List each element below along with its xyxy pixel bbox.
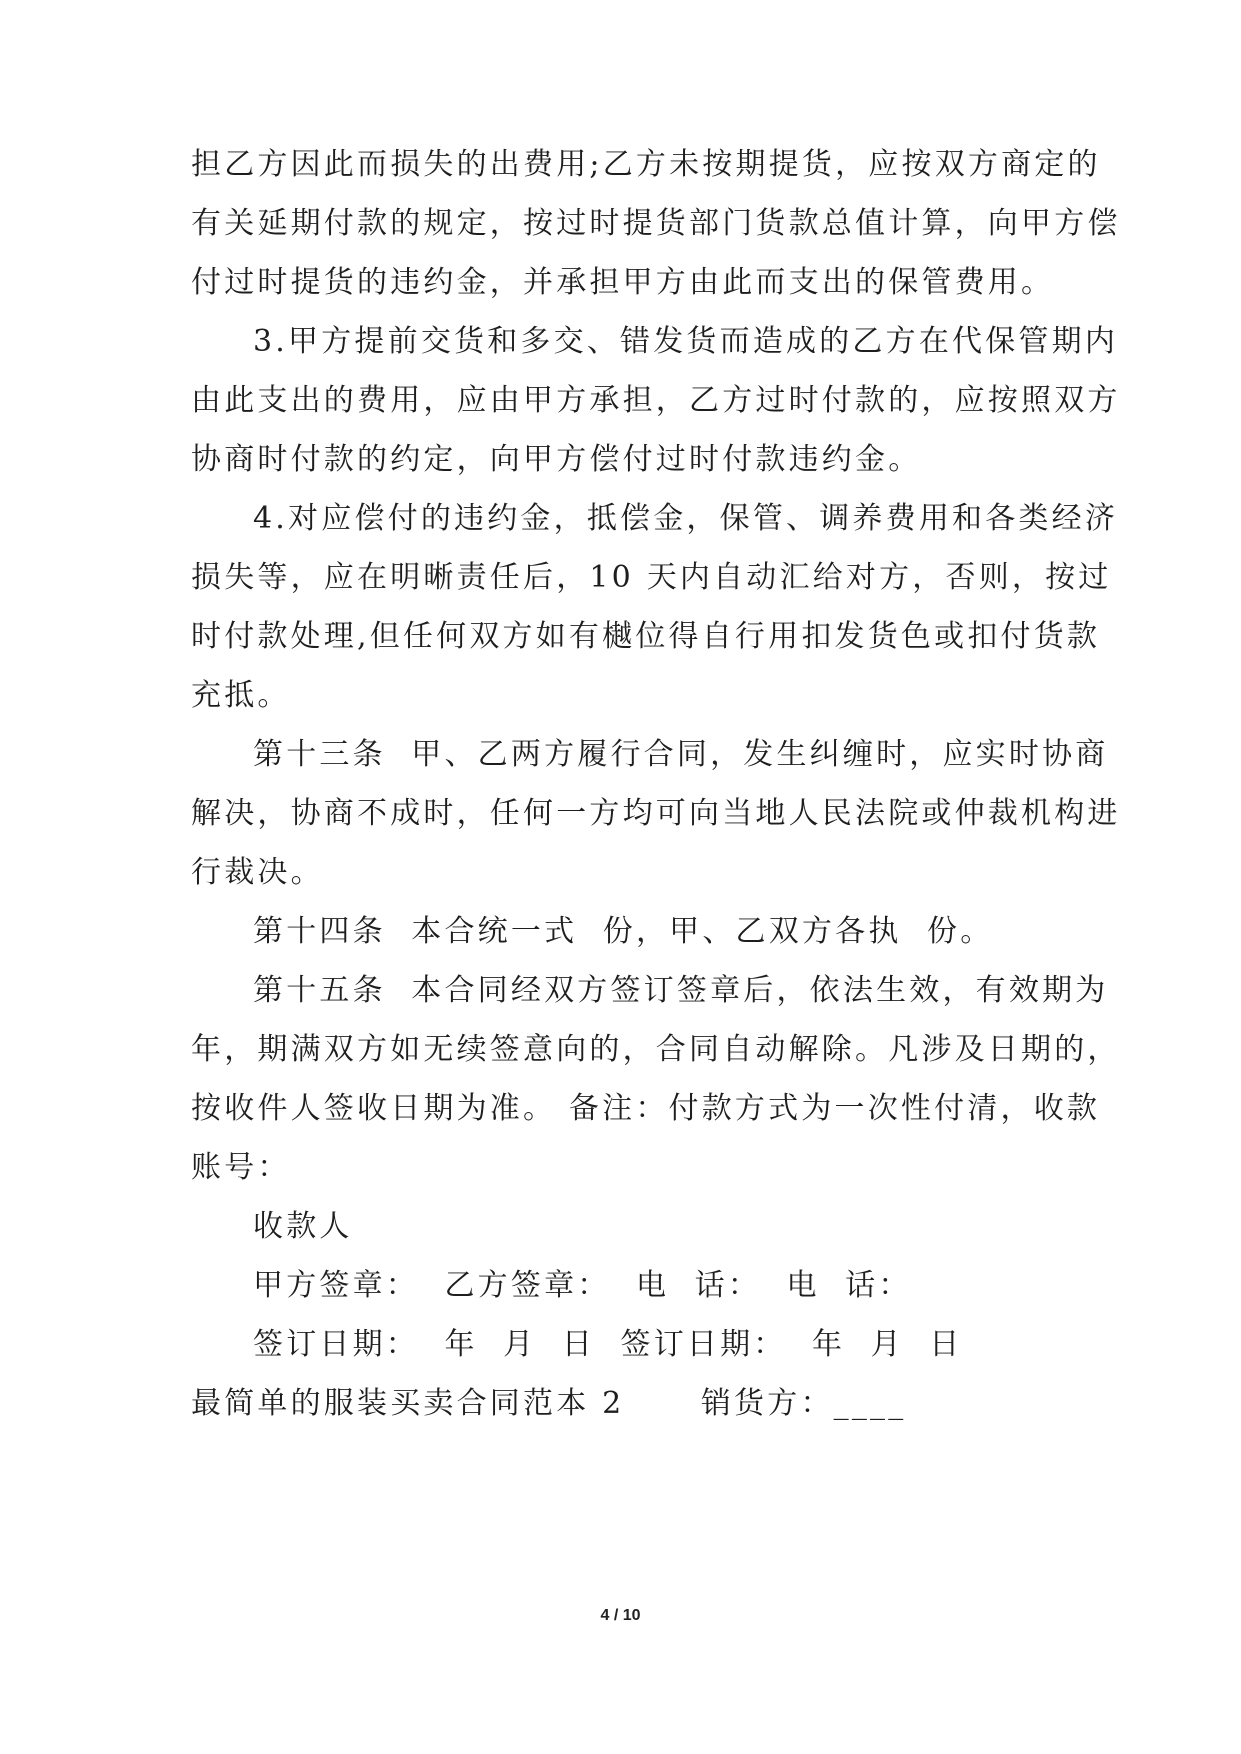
text-line-2: 有关延期付款的规定，按过时提货部门货款总值计算，向甲方偿 (191, 206, 1121, 241)
text-line-7: 4.对应偿付的违约金，抵偿金，保管、调养费用和各类经济 (253, 501, 1119, 536)
text-line-9: 时付款处理,但任何双方如有樾位得自行用扣发货色或扣付货款 (191, 619, 1101, 654)
text-line-12: 解决，协商不成时，任何一方均可向当地人民法院或仲裁机构进 (191, 796, 1121, 831)
text-line-14: 第十四条 本合统一式 份，甲、乙双方各执 份。 (253, 914, 994, 949)
text-line-10: 充抵。 (191, 678, 291, 713)
text-line-18: 账号： (191, 1150, 291, 1185)
text-line-1: 担乙方因此而损失的出费用;乙方未按期提货，应按双方商定的 (191, 147, 1101, 182)
text-line-15: 第十五条 本合同经双方签订签章后，依法生效，有效期为 (253, 973, 1109, 1008)
text-line-21: 签订日期： 年 月 日 签订日期： 年 月 日 (253, 1327, 963, 1362)
text-line-4: 3.甲方提前交货和多交、错发货而造成的乙方在代保管期内 (253, 324, 1119, 359)
text-line-13: 行裁决。 (191, 855, 324, 890)
text-line-8: 损失等，应在明晰责任后，10 天内自动汇给对方，否则，按过 (191, 560, 1112, 595)
page-number: 4 / 10 (600, 1607, 641, 1624)
text-line-22: 最简单的服装买卖合同范本 2 销货方：____ (191, 1386, 907, 1421)
text-line-20: 甲方签章： 乙方签章： 电 话： 电 话： (253, 1268, 912, 1303)
text-line-3: 付过时提货的违约金，并承担甲方由此而支出的保管费用。 (191, 265, 1055, 300)
text-line-16: 年，期满双方如无续签意向的，合同自动解除。凡涉及日期的， (191, 1032, 1121, 1067)
text-line-17: 按收件人签收日期为准。 备注：付款方式为一次性付清，收款 (191, 1091, 1101, 1126)
text-line-11: 第十三条 甲、乙两方履行合同，发生纠缠时，应实时协商 (253, 737, 1109, 772)
text-line-5: 由此支出的费用，应由甲方承担，乙方过时付款的，应按照双方 (191, 383, 1121, 418)
text-line-19: 收款人 (253, 1209, 353, 1244)
text-line-6: 协商时付款的约定，向甲方偿付过时付款违约金。 (191, 442, 922, 477)
